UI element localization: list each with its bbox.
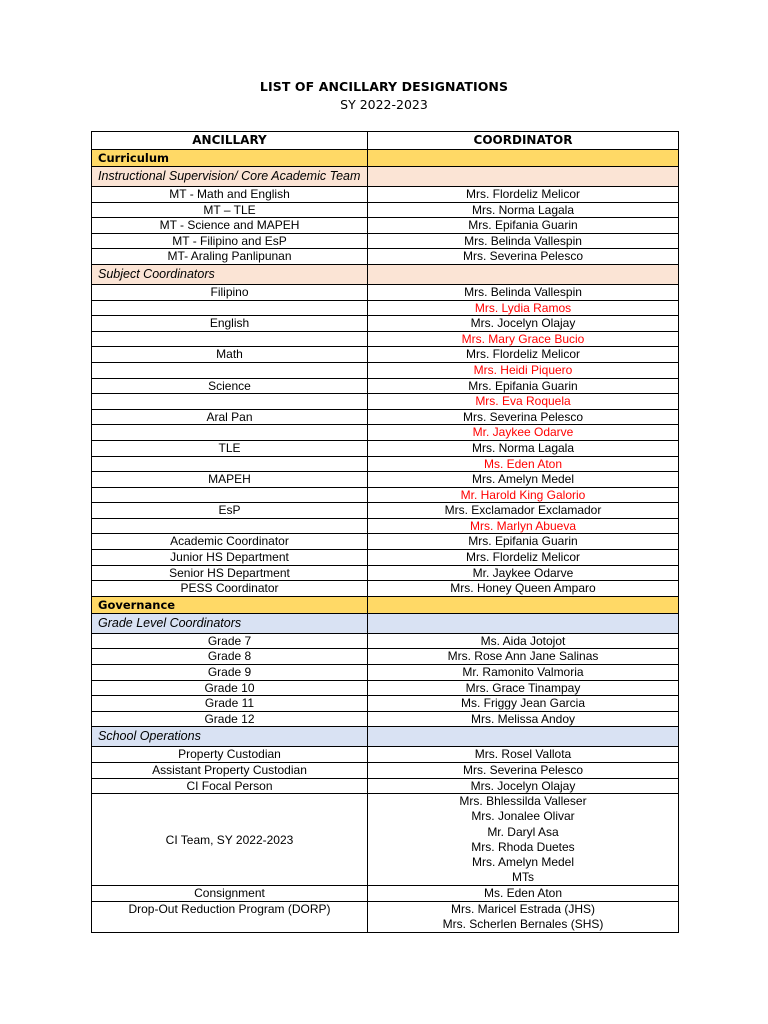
document-title: LIST OF ANCILLARY DESIGNATIONS <box>259 79 509 94</box>
ancillary-cell: Assistant Property Custodian <box>92 763 368 779</box>
table-row <box>92 711 679 727</box>
subsection-blank-cell <box>368 167 679 187</box>
assistant-coordinator-cell: Mrs. Mary Grace Bucio <box>368 331 679 347</box>
table-row <box>92 456 679 472</box>
blank-cell <box>92 487 368 503</box>
table-row <box>92 633 679 649</box>
coordinator-cell: Mrs. Rosel Vallota <box>368 747 679 763</box>
coordinator-cell: Mrs. Flordeliz Melicor <box>368 550 679 566</box>
section-label: Curriculum <box>92 150 368 167</box>
subject-cell: English <box>92 316 368 332</box>
dorp-coordinator: Mrs. Maricel Estrada (JHS) <box>450 902 596 916</box>
coordinator-cell: Ms. Friggy Jean Garcia <box>368 696 679 712</box>
subsection-label: School Operations <box>92 727 368 747</box>
table-row <box>92 696 679 712</box>
coordinator-cell: Mrs. Belinda Vallespin <box>368 233 679 249</box>
table-row <box>92 534 679 550</box>
ci-team-member: Mrs. Rhoda Duetes <box>471 839 575 854</box>
subject-cell: Aral Pan <box>92 409 368 425</box>
coordinator-cell: Mrs. Belinda Vallespin <box>368 284 679 300</box>
assistant-coordinator-cell: Mr. Harold King Galorio <box>368 487 679 503</box>
coordinator-cell: Mr. Jaykee Odarve <box>368 565 679 581</box>
ancillary-cell: Senior HS Department <box>92 565 368 581</box>
ancillary-cell: Junior HS Department <box>92 550 368 566</box>
coordinator-cell: Mrs. Honey Queen Amparo <box>368 581 679 597</box>
assistant-coordinator-cell: Mrs. Heidi Piquero <box>368 362 679 378</box>
table-row <box>92 347 679 363</box>
coordinator-cell: Mrs. Severina Pelesco <box>368 249 679 265</box>
coordinator-cell: Mrs. Exclamador Exclamador <box>368 503 679 519</box>
coordinator-cell: Mrs. Jocelyn Olajay <box>368 778 679 794</box>
subsection-row-isct <box>92 167 679 187</box>
table-row <box>92 409 679 425</box>
blank-cell <box>92 518 368 534</box>
ancillary-cell: CI Focal Person <box>92 778 368 794</box>
coordinator-cell: Ms. Aida Jotojot <box>368 633 679 649</box>
table-row <box>92 284 679 300</box>
ancillary-cell: Grade 12 <box>92 711 368 727</box>
subsection-label: Grade Level Coordinators <box>92 613 368 633</box>
column-header-coordinator: COORDINATOR <box>368 132 679 150</box>
table-row <box>92 425 679 441</box>
ancillary-cell: MT- Araling Panlipunan <box>92 249 368 265</box>
table-row <box>92 202 679 218</box>
ancillary-cell: Consignment <box>92 886 368 902</box>
ancillary-cell: Grade 8 <box>92 649 368 665</box>
ancillary-cell: Property Custodian <box>92 747 368 763</box>
subsection-row-grade-level <box>92 613 679 633</box>
assistant-coordinator-cell: Mrs. Marlyn Abueva <box>368 518 679 534</box>
coordinator-cell: Mrs. Jocelyn Olajay <box>368 316 679 332</box>
table-row <box>92 300 679 316</box>
table-body <box>92 150 679 933</box>
table-row <box>92 763 679 779</box>
coordinator-cell: Mrs. Grace Tinampay <box>368 680 679 696</box>
ci-team-member: MTs <box>512 870 534 885</box>
ci-team-member: Mr. Daryl Asa <box>487 824 559 839</box>
section-label: Governance <box>92 596 368 613</box>
subsection-blank-cell <box>368 613 679 633</box>
subject-cell: TLE <box>92 440 368 456</box>
column-header-ancillary: ANCILLARY <box>92 132 368 150</box>
table-header-row <box>92 132 679 150</box>
subsection-label: Instructional Supervision/ Core Academic Team <box>92 167 368 187</box>
table-row <box>92 472 679 488</box>
blank-cell <box>92 300 368 316</box>
ancillary-cell: Academic Coordinator <box>92 534 368 550</box>
ancillary-cell: PESS Coordinator <box>92 581 368 597</box>
subsection-row-subject-coordinators <box>92 264 679 284</box>
ci-team-members-cell <box>368 794 679 886</box>
blank-cell <box>92 456 368 472</box>
table-row <box>92 665 679 681</box>
table-row <box>92 747 679 763</box>
coordinator-cell: Mrs. Norma Lagala <box>368 440 679 456</box>
coordinator-cell: Mrs. Flordeliz Melicor <box>368 347 679 363</box>
blank-cell <box>92 331 368 347</box>
table-row <box>92 187 679 203</box>
table-row <box>92 249 679 265</box>
ancillary-cell: Grade 9 <box>92 665 368 681</box>
table-row <box>92 503 679 519</box>
ci-team-member: Mrs. Bhlessilda Valleser <box>459 794 587 809</box>
table-row <box>92 331 679 347</box>
ci-team-member: Mrs. Amelyn Medel <box>471 855 575 869</box>
table-row <box>92 218 679 234</box>
table-row <box>92 680 679 696</box>
subsection-blank-cell <box>368 727 679 747</box>
blank-cell <box>92 362 368 378</box>
table-row <box>92 794 679 886</box>
assistant-coordinator-cell: Mr. Jaykee Odarve <box>368 425 679 441</box>
assistant-coordinator-cell: Mrs. Eva Roquela <box>368 394 679 410</box>
section-row-governance <box>92 596 679 613</box>
dorp-coordinators-cell <box>368 902 679 933</box>
section-row-curriculum <box>92 150 679 167</box>
blank-cell <box>92 394 368 410</box>
coordinator-cell: Mrs. Melissa Andoy <box>368 711 679 727</box>
subsection-label: Subject Coordinators <box>92 264 368 284</box>
subsection-blank-cell <box>368 264 679 284</box>
ci-team-member: Mrs. Jonalee Olivar <box>471 809 575 824</box>
table-row <box>92 394 679 410</box>
table-row <box>92 316 679 332</box>
ancillary-cell: MT - Math and English <box>92 187 368 203</box>
table-row <box>92 565 679 581</box>
section-blank-cell <box>368 596 679 613</box>
section-blank-cell <box>368 150 679 167</box>
table-row <box>92 440 679 456</box>
subject-cell: Math <box>92 347 368 363</box>
coordinator-cell: Mrs. Rose Ann Jane Salinas <box>368 649 679 665</box>
coordinator-cell: Mrs. Epifania Guarin <box>368 378 679 394</box>
subject-cell: EsP <box>92 503 368 519</box>
table-row <box>92 487 679 503</box>
table-row <box>92 550 679 566</box>
coordinator-cell: Mrs. Severina Pelesco <box>368 763 679 779</box>
subject-cell: Science <box>92 378 368 394</box>
blank-cell <box>92 425 368 441</box>
subject-cell: MAPEH <box>92 472 368 488</box>
assistant-coordinator-cell: Mrs. Lydia Ramos <box>368 300 679 316</box>
table-row <box>92 649 679 665</box>
coordinator-cell: Mrs. Epifania Guarin <box>368 218 679 234</box>
table-row <box>92 378 679 394</box>
coordinator-cell: Mr. Ramonito Valmoria <box>368 665 679 681</box>
dorp-coordinator: Mrs. Scherlen Bernales (SHS) <box>442 917 604 932</box>
ancillary-cell: Grade 7 <box>92 633 368 649</box>
coordinator-cell: Mrs. Norma Lagala <box>368 202 679 218</box>
table-row <box>92 778 679 794</box>
coordinator-cell: Ms. Eden Aton <box>368 886 679 902</box>
assistant-coordinator-cell: Ms. Eden Aton <box>368 456 679 472</box>
coordinator-cell: Mrs. Amelyn Medel <box>368 472 679 488</box>
coordinator-cell: Mrs. Severina Pelesco <box>368 409 679 425</box>
ancillary-cell: Drop-Out Reduction Program (DORP) <box>92 902 368 933</box>
ancillary-cell: Grade 11 <box>92 696 368 712</box>
table-row <box>92 902 679 933</box>
ancillary-cell: MT - Science and MAPEH <box>92 218 368 234</box>
ancillary-cell: CI Team, SY 2022-2023 <box>92 794 368 886</box>
coordinator-cell: Mrs. Flordeliz Melicor <box>368 187 679 203</box>
ancillary-cell: MT – TLE <box>92 202 368 218</box>
table-row <box>92 886 679 902</box>
ancillary-cell: MT - Filipino and EsP <box>92 233 368 249</box>
table-row <box>92 233 679 249</box>
table-row <box>92 518 679 534</box>
ancillary-cell: Grade 10 <box>92 680 368 696</box>
table-row <box>92 362 679 378</box>
table-row <box>92 581 679 597</box>
subsection-row-school-operations <box>92 727 679 747</box>
ancillary-table <box>91 131 679 933</box>
subject-cell: Filipino <box>92 284 368 300</box>
document-subtitle: SY 2022-2023 <box>340 97 428 112</box>
coordinator-cell: Mrs. Epifania Guarin <box>368 534 679 550</box>
